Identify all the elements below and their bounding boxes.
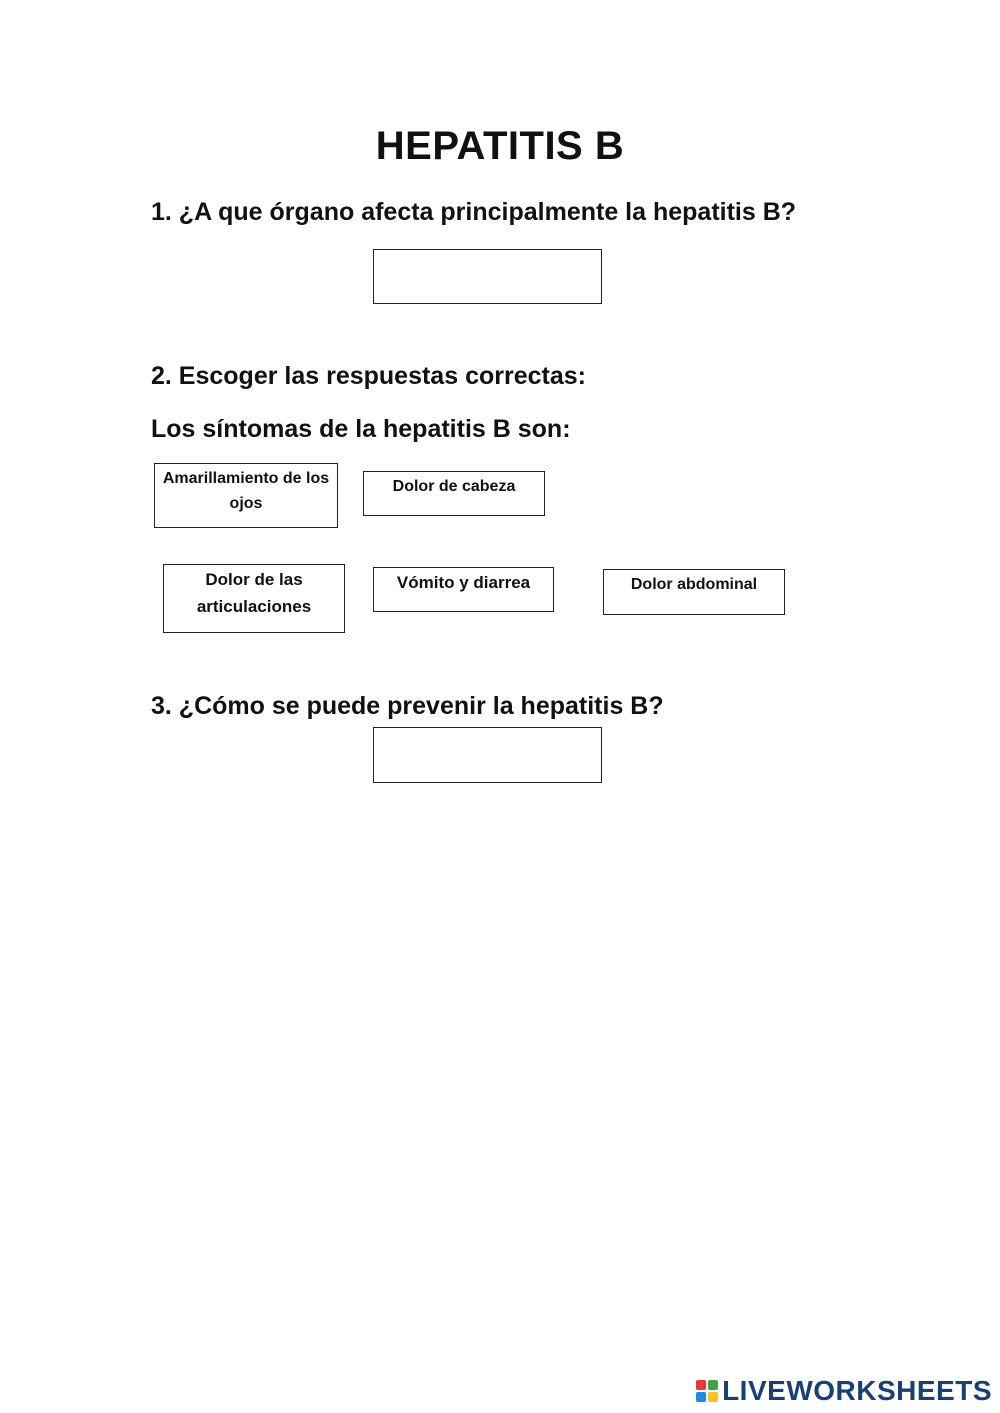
option-amarillamiento-ojos[interactable]: Amarillamiento de los ojos xyxy=(154,463,338,528)
option-dolor-cabeza[interactable]: Dolor de cabeza xyxy=(363,471,545,516)
option-dolor-abdominal[interactable]: Dolor abdominal xyxy=(603,569,785,615)
question-1: 1. ¿A que órgano afecta principalmente la hepatitis B? xyxy=(151,198,797,226)
question-2-subtitle: Los síntomas de la hepatitis B son: xyxy=(151,415,571,443)
logo-brand-text: LIVEWORKSHEETS xyxy=(722,1375,992,1406)
page-title: HEPATITIS B xyxy=(375,124,625,168)
question-3: 3. ¿Cómo se puede prevenir la hepatitis B? xyxy=(151,692,664,720)
option-vomito-diarrea[interactable]: Vómito y diarrea xyxy=(373,567,554,612)
option-dolor-articulaciones[interactable]: Dolor de las articulaciones xyxy=(163,564,345,633)
liveworksheets-logo xyxy=(696,1375,992,1407)
question-2: 2. Escoger las respuestas correctas: xyxy=(151,362,586,390)
answer-box-question-1[interactable] xyxy=(373,249,602,304)
logo-icon xyxy=(696,1380,718,1402)
answer-box-question-3[interactable] xyxy=(373,727,602,783)
